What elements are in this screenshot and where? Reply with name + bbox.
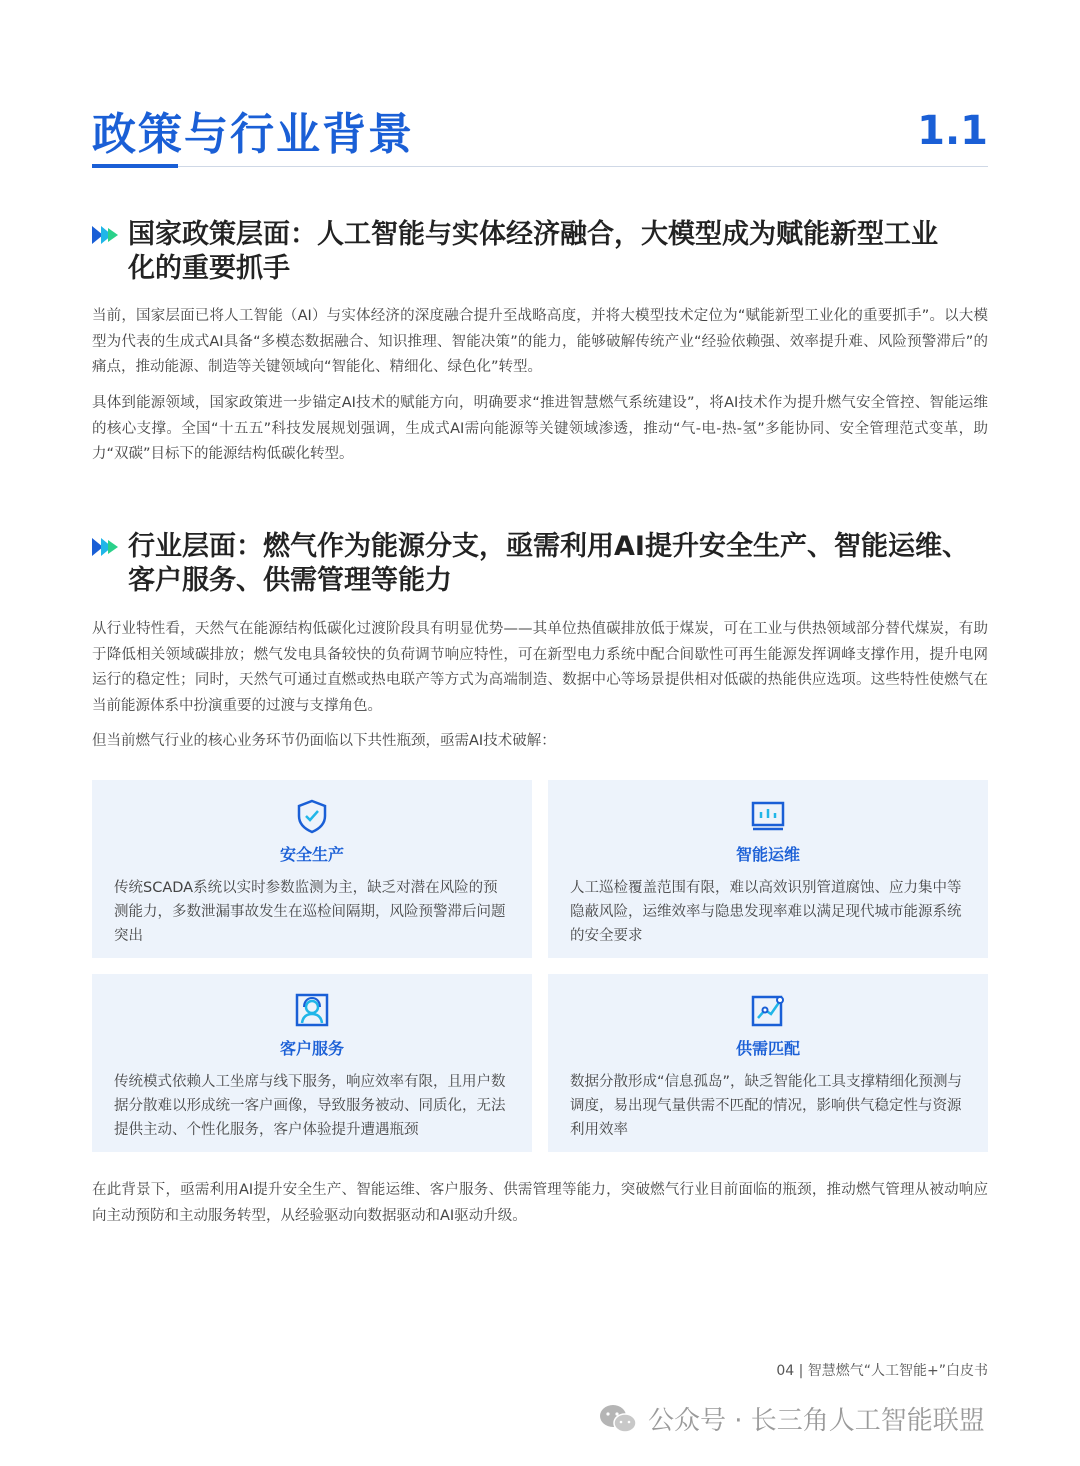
shield-check-icon — [294, 798, 330, 834]
watermark-text: 公众号 · 长三角人工智能联盟 — [648, 1406, 985, 1436]
heading-line-2: 化的重要抓手 — [128, 253, 290, 284]
heading-line-2: 客户服务、供需管理等能力 — [128, 565, 452, 596]
paragraph: 当前，国家层面已将人工智能（AI）与实体经济的深度融合提升至战略高度，并将大模型技术定位为“赋能新型工业化的重要抓手”。以大模型为代表的生成式AI具备“多模态数据融合、知识推理、智能决策”的能力，能够破解传统产业“经验依赖强、效率提升难、风险预警滞后”的痛点，推动能源、制造等关键领域向“智能化、精细化、绿色化”转型。 — [92, 308, 988, 375]
card-title: 安全生产 — [279, 845, 344, 864]
card-title: 智能运维 — [735, 845, 800, 864]
card-title: 供需匹配 — [735, 1039, 800, 1058]
card-body: 传统模式依赖人工坐席与线下服务，响应效率有限，且用户数据分散难以形成统一客户画像，导致服务被动、同质化，无法提供主动、个性化服务，客户体验提升遭遇瓶颈 — [114, 1074, 506, 1138]
card-body: 数据分散形成“信息孤岛”，缺乏智能化工具支撑精细化预测与调度，易出现气量供需不匹配的情况，影响供气稳定性与资源利用效率 — [570, 1074, 963, 1138]
card-maintenance — [548, 780, 988, 958]
card-customer — [92, 974, 532, 1152]
page-title: 政策与行业背景 — [92, 109, 414, 160]
double-chevron-icon — [92, 224, 120, 246]
monitor-chart-icon — [750, 798, 786, 834]
card-safety — [92, 780, 532, 958]
section-number: 1.1 — [917, 108, 988, 154]
paragraph: 但当前燃气行业的核心业务环节仍面临以下共性瓶颈，亟需AI技术破解： — [92, 733, 556, 749]
heading-line-1: 国家政策层面：人工智能与实体经济融合，大模型成为赋能新型工业 — [128, 219, 938, 250]
wechat-icon — [598, 1403, 638, 1435]
double-chevron-icon — [92, 536, 120, 558]
card-body: 人工巡检覆盖范围有限，难以高效识别管道腐蚀、应力集中等隐蔽风险，运维效率与隐患发现率难以满足现代城市能源系统的安全要求 — [570, 880, 962, 944]
page-footer: 04 | 智慧燃气“人工智能+”白皮书 — [776, 1363, 988, 1379]
title-divider — [92, 166, 988, 167]
trend-chart-icon — [750, 992, 786, 1028]
title-divider-accent — [92, 164, 178, 168]
section-heading-industry — [92, 530, 992, 598]
card-title: 客户服务 — [279, 1039, 344, 1058]
customer-service-icon — [294, 992, 330, 1028]
watermark — [598, 1400, 985, 1437]
card-body: 传统SCADA系统以实时参数监测为主，缺乏对潜在风险的预测能力，多数泄漏事故发生在巡检间隔期，风险预警滞后问题突出 — [114, 880, 506, 944]
heading-line-1: 行业层面：燃气作为能源分支，亟需利用AI提升安全生产、智能运维、 — [128, 531, 969, 562]
conclusion-paragraph: 在此背景下，亟需利用AI提升安全生产、智能运维、客户服务、供需管理等能力，突破燃气行业目前面临的瓶颈，推动燃气管理从被动响应向主动预防和主动服务转型，从经验驱动向数据驱动和AI驱动升级。 — [92, 1182, 988, 1224]
paragraph: 从行业特性看，天然气在能源结构低碳化过渡阶段具有明显优势——其单位热值碳排放低于煤炭，可在工业与供热领域部分替代煤炭，有助于降低相关领域碳排放；燃气发电具备较快的负荷调节响应特性，可在新型电力系统中配合间歇性可再生能源发挥调峰支撑作用，提升电网运行的稳定性；同时，天然气可通过直燃或热电联产等方式为高端制造、数据中心等场景提供相对低碳的热能供应选项。这些特性使燃气在当前能源体系中扮演重要的过渡与支撑角色。 — [92, 621, 988, 714]
paragraph: 具体到能源领域，国家政策进一步锚定AI技术的赋能方向，明确要求“推进智慧燃气系统建设”，将AI技术作为提升燃气安全管控、智能运维的核心支撑。全国“十五五”科技发展规划强调，生成式AI需向能源等关键领域渗透，推动“气-电-热-氢”多能协同、安全管理范式变革，助力“双碳”目标下的能源结构低碳化转型。 — [92, 395, 988, 462]
section-heading-policy — [92, 218, 992, 286]
card-supply-demand — [548, 974, 988, 1152]
